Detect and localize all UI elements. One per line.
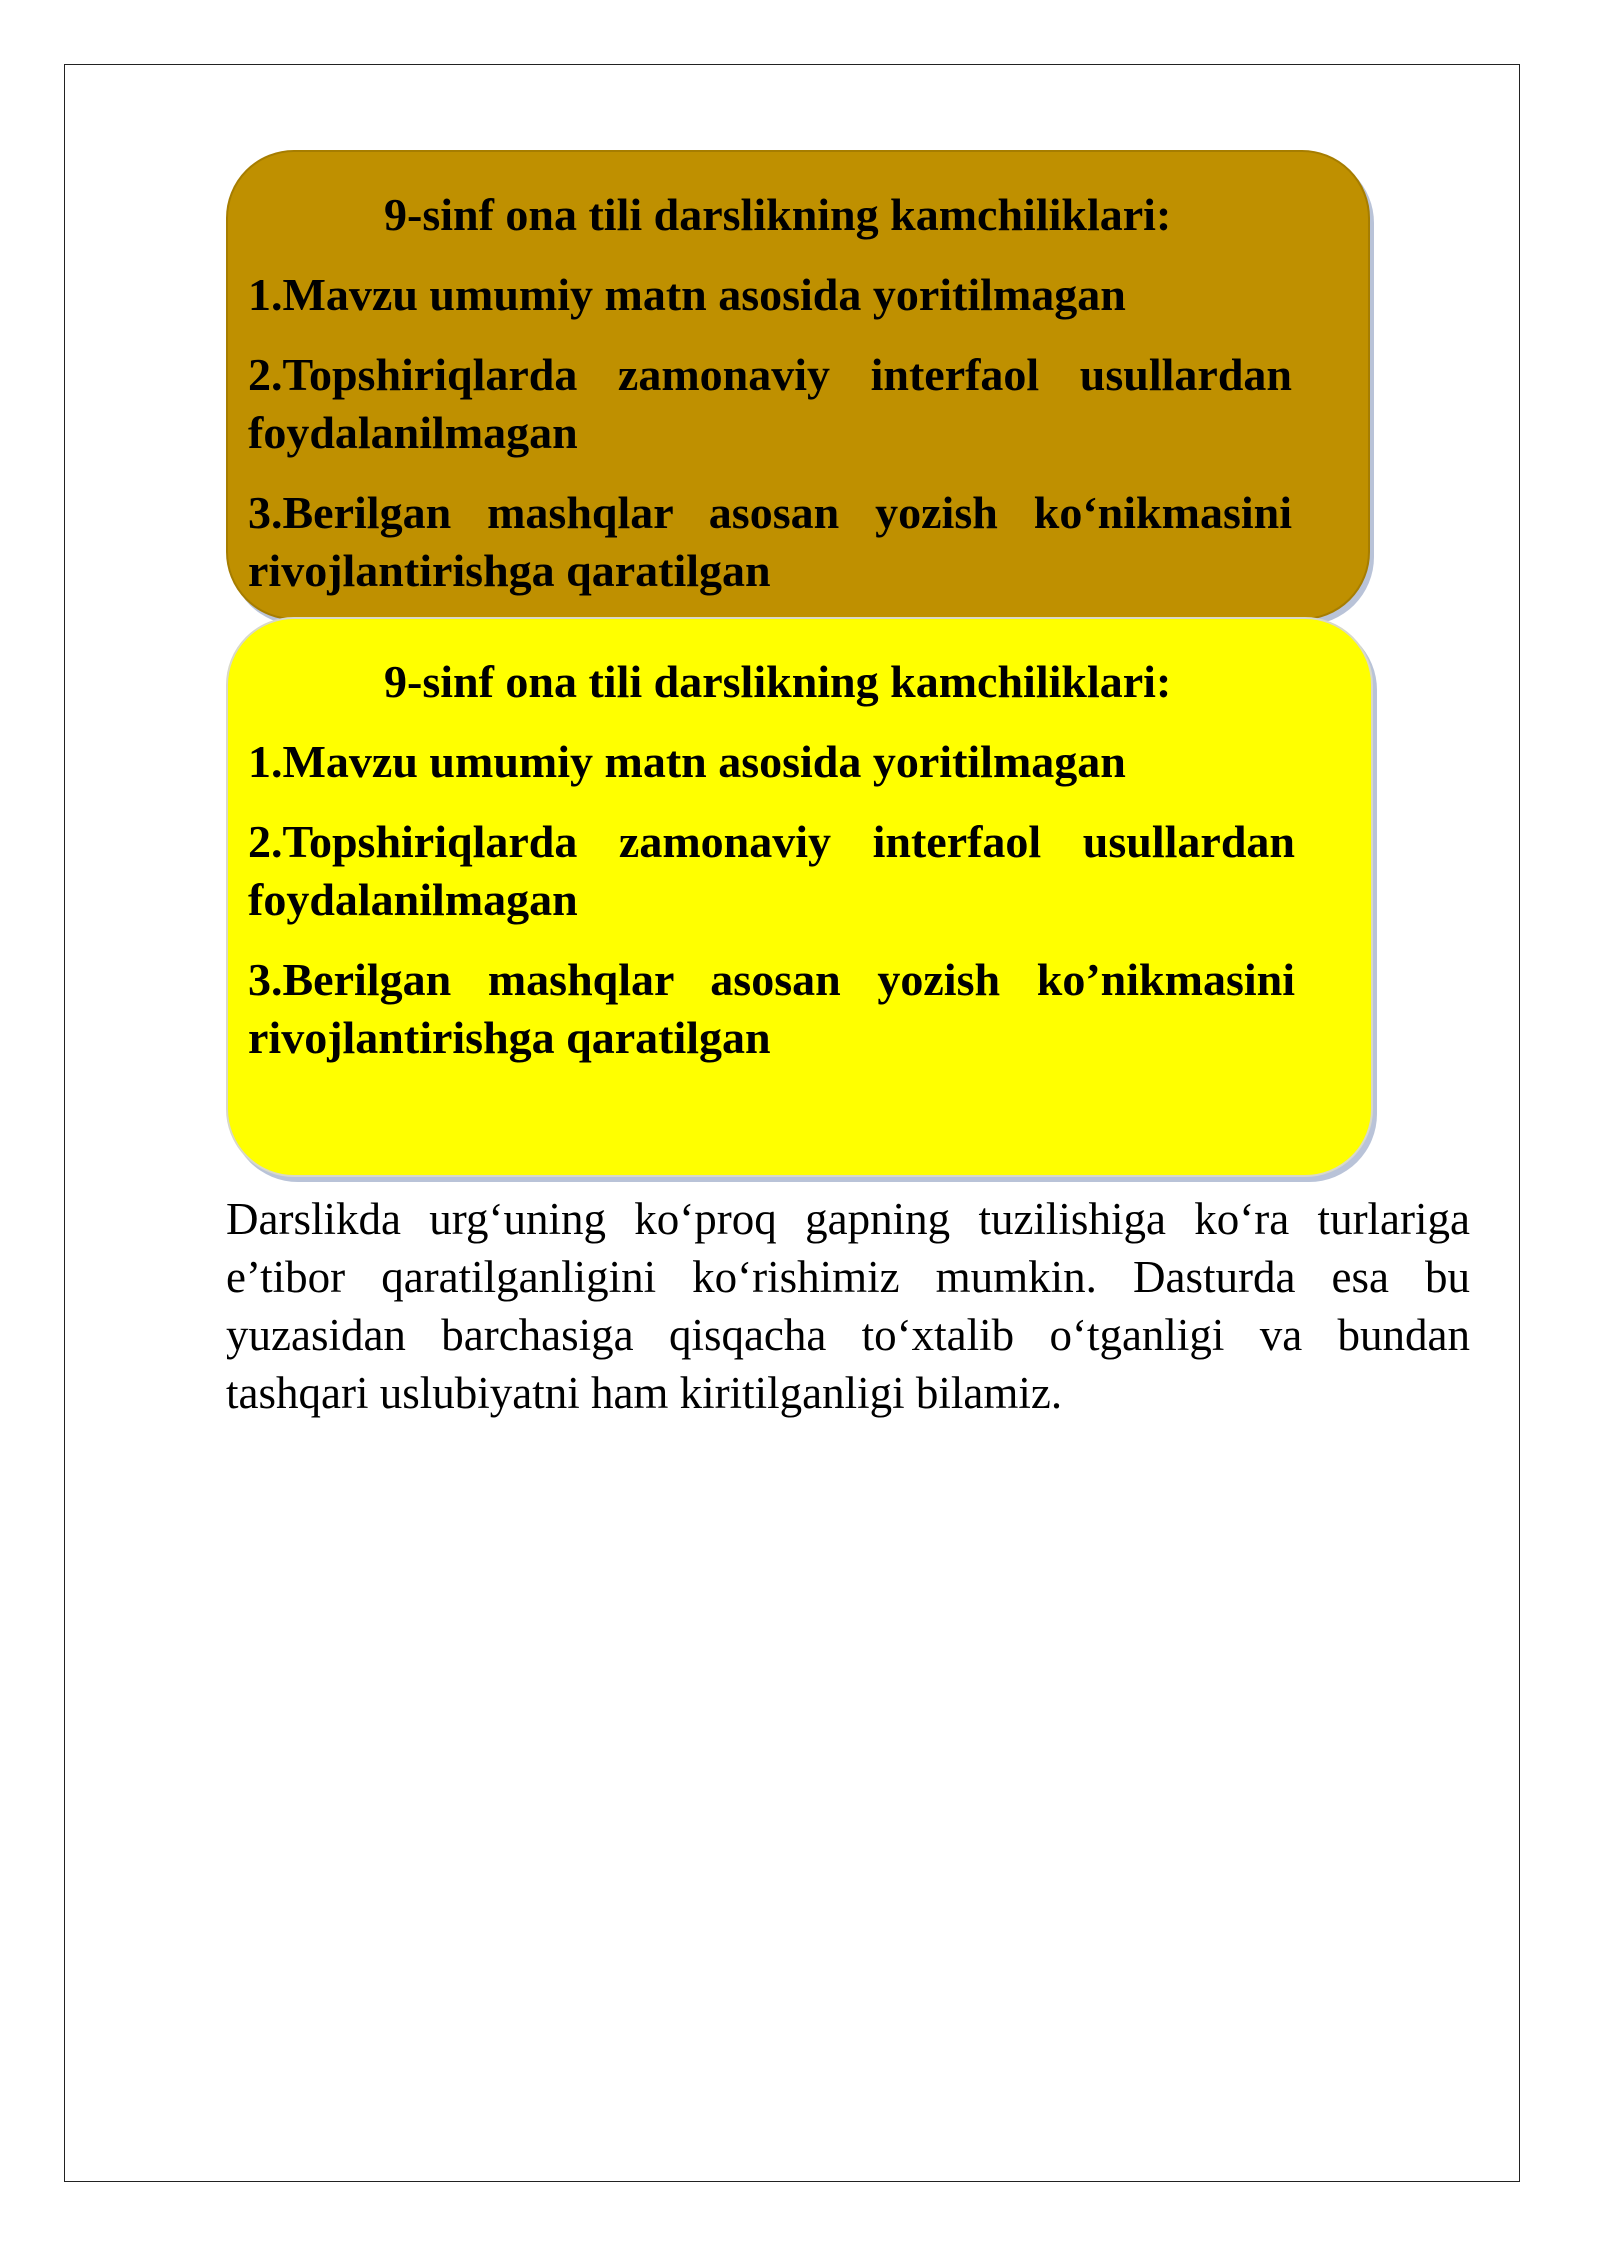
shortcomings-box-yellow bbox=[226, 617, 1373, 1177]
box-item: 2.Topshiriqlarda zamonaviy interfaol usullardan foydalanilmagan bbox=[248, 349, 1292, 458]
shortcomings-box-gold bbox=[226, 150, 1370, 620]
box-item: 2.Topshiriqlarda zamonaviy interfaol usullardan foydalanilmagan bbox=[248, 816, 1295, 925]
box-item: 1.Mavzu umumiy matn asosida yoritilmagan bbox=[248, 269, 1126, 320]
box-item: 3.Berilgan mashqlar asosan yozish ko’nikmasini rivojlantirishga qaratilgan bbox=[248, 954, 1295, 1063]
body-paragraph: Darslikda urg‘uning ko‘proq gapning tuzilishiga ko‘ra turlariga e’tibor qaratilganligini ko‘rishimiz mumkin. Dasturda esa bu yuzasidan barchasiga qisqacha to‘xtalib o‘tganligi va bundan tashqari uslubiyatni ham kiritilganligi bilamiz. bbox=[226, 1194, 1470, 1418]
box-item: 3.Berilgan mashqlar asosan yozish ko‘nikmasini rivojlantirishga qaratilgan bbox=[248, 487, 1292, 596]
box-title: 9-sinf ona tili darslikning kamchiliklari: bbox=[384, 656, 1172, 707]
box-item: 1.Mavzu umumiy matn asosida yoritilmagan bbox=[248, 736, 1126, 787]
box-title: 9-sinf ona tili darslikning kamchiliklari: bbox=[384, 189, 1172, 240]
